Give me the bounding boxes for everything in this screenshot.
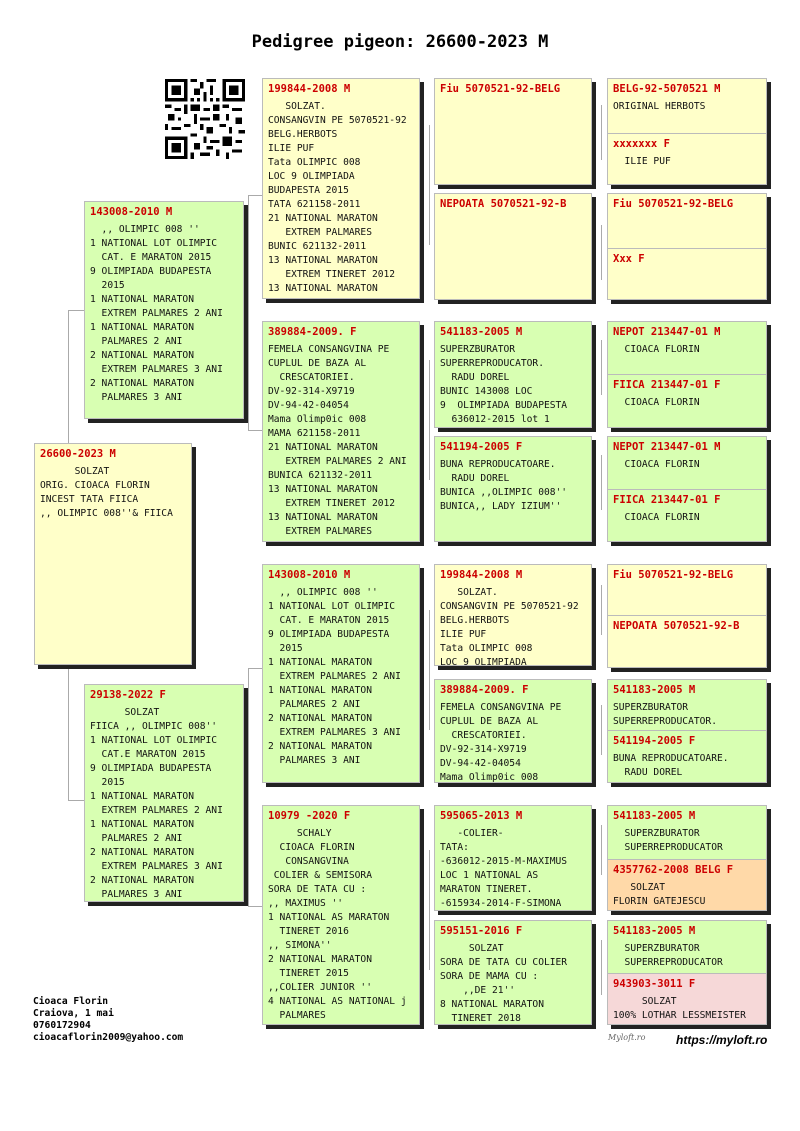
pigeon-description: ,, OLIMPIC 008 '' 1 NATIONAL LOT OLIMPIC CAT. E MARATON 2015 9 OLIMPIADA BUDAPESTA 2015 1 NATIONAL MARATON EXTREM PALMARES 2 ANI 1 NATIONAL MARATON PALMARES 2 ANI 2 NATIONAL MARATON EXTREM PALMARES 3 ANI 2 NATIONAL MARATON PALMARES 3 ANI (268, 587, 401, 766)
pigeon-description: -COLIER- TATA: -636012-2015-M-MAXIMUS LOC 1 NATIONAL AS MARATON TINERET. -615934-2014-F-SIMONA (440, 828, 568, 909)
pigeon-description: CIOACA FLORIN (613, 397, 700, 408)
pigeon-description: SUPERZBURATOR SUPERREPRODUCATOR. RADU DOREL BUNIC 143008 LOC 9 OLIMPIADA BUDAPESTA 636012-2015 lot 1 (440, 344, 568, 425)
connector-line (429, 125, 430, 245)
great-grandparent-card[interactable] (434, 193, 592, 300)
gen5-pair-card[interactable] (607, 564, 767, 668)
pigeon-description: SOLZAT FIICA ,, OLIMPIC 008'' 1 NATIONAL LOT OLIMPIC CAT.E MARATON 2015 9 OLIMPIADA BUDAPESTA 2015 1 NATIONAL MARATON EXTREM PALMARES 2 ANI 1 NATIONAL MARATON PALMARES 2 ANI 2 NATIONAL MARATON EXTREM PALMARES 3 ANI 2 NATIONAL MARATON PALMARES 3 ANI (90, 707, 223, 900)
pigeon-id: 143008-2010 M (90, 206, 173, 218)
gen5-pair-card[interactable] (607, 321, 767, 428)
pigeon-id: FIICA 213447-01 F (613, 494, 721, 506)
pigeon-id: NEPOT 213447-01 M (613, 326, 721, 338)
breeder-address: Craiova, 1 mai (33, 1008, 114, 1019)
grandparent-card[interactable] (262, 321, 420, 542)
gen5-pair-card[interactable] (607, 193, 767, 300)
connector-line (601, 455, 602, 510)
great-grandparent-card[interactable] (434, 436, 592, 542)
connector-line (601, 705, 602, 755)
pigeon-id: 26600-2023 M (40, 448, 116, 460)
connector-line (248, 195, 249, 430)
pigeon-id: NEPOATA 5070521-92-B (613, 620, 740, 632)
pigeon-id: Fiu 5070521-92-BELG (613, 569, 734, 581)
breeder-name: Cioaca Florin (33, 996, 109, 1007)
pigeon-description: BUNA REPRODUCATOARE. RADU DOREL BUNICA ,,OLIMPIC 008'' BUNICA,, LADY IZIUM'' (440, 459, 568, 512)
pigeon-description: SUPERZBURATOR SUPERREPRODUCATOR (624, 828, 723, 853)
gen5-pair-card[interactable] (607, 679, 767, 783)
pigeon-id: 541183-2005 M (613, 684, 696, 696)
pigeon-description: SOLZAT ORIG. CIOACA FLORIN INCEST TATA FIICA ,, OLIMPIC 008''& FIICA (40, 466, 173, 519)
pigeon-description: SOLZAT. CONSANGVIN PE 5070521-92 BELG.HERBOTS ILIE PUF Tata OLIMPIC 008 LOC 9 OLIMPIADA BUDAPESTA 2015 TATA 621158-2011 21 NATIONAL MARATON EXTREM PALMARES BUNIC 621132-2011 13 NATIONAL MARATON EXTREM TINERET 2012 13 NATIONAL MARATON (268, 101, 407, 294)
pigeon-id: 541194-2005 F (440, 441, 523, 453)
great-grandparent-card[interactable] (434, 78, 592, 185)
pigeon-id: 4357762-2008 BELG F (613, 864, 734, 876)
pigeon-description: SOLZAT FLORIN GATEJESCU (613, 882, 706, 907)
connector-line (248, 430, 262, 431)
connector-line (429, 360, 430, 480)
connector-line (601, 825, 602, 875)
breeder-email[interactable]: cioacaflorin2009@yahoo.com (33, 1032, 184, 1043)
gen5-pair-card[interactable] (607, 805, 767, 911)
pigeon-id: NEPOATA 5070521-92-B (440, 198, 567, 210)
pigeon-id: 541183-2005 M (613, 925, 696, 937)
pigeon-description: CIOACA FLORIN (613, 344, 700, 355)
pigeon-id: 10979 -2020 F (268, 810, 351, 822)
main-pigeon-card[interactable] (34, 443, 192, 665)
breeder-contact (33, 996, 183, 1044)
pigeon-id: Xxx F (613, 253, 645, 265)
pigeon-description: ILIE PUF (613, 156, 671, 167)
connector-line (429, 610, 430, 730)
pigeon-id: 199844-2008 M (440, 569, 523, 581)
connector-line (601, 225, 602, 280)
connector-line (248, 195, 262, 196)
great-grandparent-card[interactable] (434, 679, 592, 783)
sire-card[interactable] (84, 201, 244, 419)
great-grandparent-card[interactable] (434, 564, 592, 666)
connector-line (429, 850, 430, 970)
gen5-pair-card[interactable] (607, 78, 767, 185)
grandparent-card[interactable] (262, 564, 420, 783)
pigeon-description: FEMELA CONSANGVINA PE CUPLUL DE BAZA AL CRESCATORIEI. DV-92-314-X9719 DV-94-42-04054 Mama Olimp0ic 008 (440, 702, 562, 782)
page-title: Pedigree pigeon: 26600-2023 M (251, 32, 549, 52)
pigeon-id: FIICA 213447-01 F (613, 379, 721, 391)
connector-line (601, 940, 602, 995)
pigeon-description: SUPERZBURATOR SUPERREPRODUCATOR. (613, 702, 717, 727)
pigeon-description: SOLZAT. CONSANGVIN PE 5070521-92 BELG.HERBOTS ILIE PUF Tata OLIMPIC 008 LOC 9 OLIMPIADA (440, 587, 579, 665)
connector-line (248, 668, 249, 906)
pigeon-description: CIOACA FLORIN (613, 459, 700, 470)
pigeon-description: SOLZAT SORA DE TATA CU COLIER SORA DE MAMA CU : ,,DE 21'' 8 NATIONAL MARATON TINERET 2018 (440, 943, 568, 1024)
pigeon-id: Fiu 5070521-92-BELG (613, 198, 734, 210)
connector-line (601, 340, 602, 395)
pigeon-id: 541194-2005 F (613, 735, 696, 747)
pigeon-id: 595151-2016 F (440, 925, 523, 937)
pigeon-id: 943903-3011 F (613, 978, 696, 990)
pigeon-description: BUNA REPRODUCATOARE. RADU DOREL (613, 753, 729, 778)
connector-line (248, 668, 262, 669)
myloft-link[interactable]: https://myloft.ro (676, 1033, 768, 1047)
pigeon-id: Fiu 5070521-92-BELG (440, 83, 561, 95)
pigeon-id: 541183-2005 M (613, 810, 696, 822)
pigeon-id: 595065-2013 M (440, 810, 523, 822)
pigeon-description: ORIGINAL HERBOTS (613, 101, 706, 112)
pigeon-description: CIOACA FLORIN (613, 512, 700, 523)
connector-line (68, 310, 84, 311)
connector-line (68, 800, 84, 801)
pigeon-id: 143008-2010 M (268, 569, 351, 581)
pigeon-id: 29138-2022 F (90, 689, 166, 701)
connector-line (601, 105, 602, 160)
pigeon-id: 389884-2009. F (440, 684, 529, 696)
gen5-pair-card[interactable] (607, 436, 767, 542)
pigeon-id: NEPOT 213447-01 M (613, 441, 721, 453)
pigeon-id: 541183-2005 M (440, 326, 523, 338)
pigeon-description: SOLZAT 100% LOTHAR LESSMEISTER (613, 996, 746, 1021)
grandparent-card[interactable] (262, 805, 420, 1025)
pigeon-id: 389884-2009. F (268, 326, 357, 338)
qr-code-icon (165, 79, 245, 159)
great-grandparent-card[interactable] (434, 321, 592, 428)
great-grandparent-card[interactable] (434, 920, 592, 1025)
breeder-phone: 0760172904 (33, 1020, 91, 1031)
grandparent-card[interactable] (262, 78, 420, 299)
myloft-signature-logo: Myloft.ro (608, 1033, 646, 1042)
dam-card[interactable] (84, 684, 244, 902)
pigeon-description: FEMELA CONSANGVINA PE CUPLUL DE BAZA AL CRESCATORIEI. DV-92-314-X9719 DV-94-42-04054 Mama Olimp0ic 008 MAMA 621158-2011 21 NATIONAL MARATON EXTREM PALMARES 2 ANI BUNICA 621132-2011 13 NATIONAL MARATON EXTREM TINERET 2012 13 NATIONAL MARATON EXTREM PALMARES (268, 344, 407, 537)
pigeon-id: 199844-2008 M (268, 83, 351, 95)
pigeon-description: SCHALY CIOACA FLORIN CONSANGVINA COLIER & SEMISORA SORA DE TATA CU : ,, MAXIMUS '' 1 NATIONAL AS MARATON TINERET 2016 ,, SIMONA'' 2 NATIONAL MARATON TINERET 2015 ,,COLIER JUNIOR '' 4 NATIONAL AS NATIONAL j PALMARES (268, 828, 407, 1021)
gen5-pair-card[interactable] (607, 920, 767, 1025)
pigeon-id: BELG-92-5070521 M (613, 83, 721, 95)
connector-line (601, 585, 602, 635)
pigeon-description: SUPERZBURATOR SUPERREPRODUCATOR (624, 943, 723, 968)
connector-line (248, 906, 262, 907)
great-grandparent-card[interactable] (434, 805, 592, 911)
pigeon-description: ,, OLIMPIC 008 '' 1 NATIONAL LOT OLIMPIC CAT. E MARATON 2015 9 OLIMPIADA BUDAPESTA 2015 1 NATIONAL MARATON EXTREM PALMARES 2 ANI 1 NATIONAL MARATON PALMARES 2 ANI 2 NATIONAL MARATON EXTREM PALMARES 3 ANI 2 NATIONAL MARATON PALMARES 3 ANI (90, 224, 223, 403)
pigeon-id: xxxxxxx F (613, 138, 670, 150)
